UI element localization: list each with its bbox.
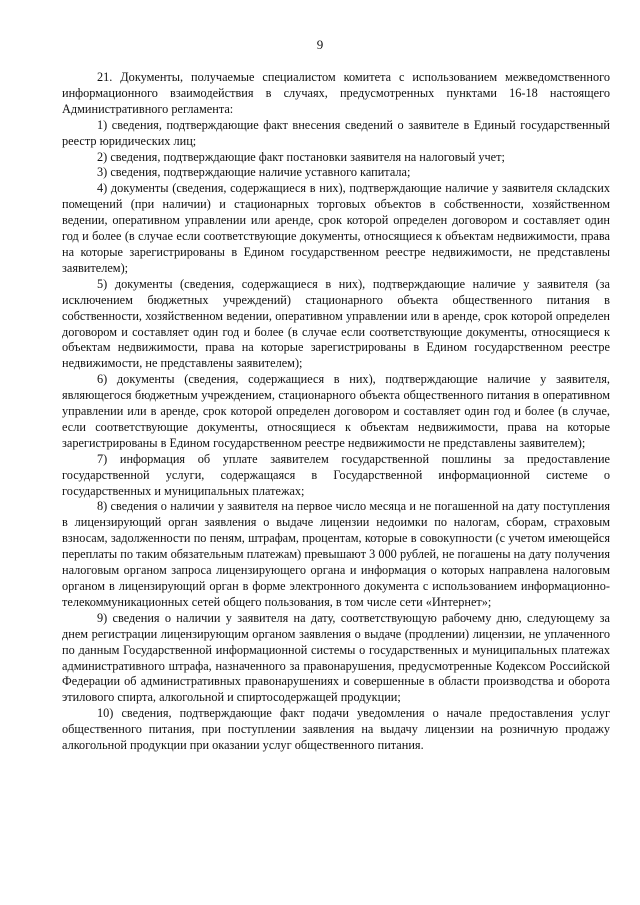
list-item-4: 4) документы (сведения, содержащиеся в них), подтверждающие наличие у заявителя складских помещений (при наличии) и стационарных торговых объектов в собственности, хозяйственном ведении, оперативном управлении или аренде, срок которой определен договором и составляет один год и более (в случае если соответствующие документы, относящиеся к объектам недвижимости, права на которые зарегистрированы в Едином государственном реестре недвижимости, не представлены заявителем); <box>62 181 610 275</box>
list-item-5: 5) документы (сведения, содержащиеся в них), подтверждающие наличие у заявителя (за исключением бюджетных учреждений) стационарного объекта общественного питания в собственности, хозяйственном ведении, оперативном управлении или в аренде, срок которой определен договором и составляет один год и более (в случае если соответствующие документы, относящиеся к объектам недвижимости, права на которые зарегистрированы в Едином государственном реестре недвижимости, не представлены заявителем); <box>62 276 610 371</box>
list-item-9: 9) сведения о наличии у заявителя на дату, соответствующую рабочему дню, следующему за днем регистрации лицензирующим органом заявления о выдаче (продлении) лицензии, не уплаченного по данным Государственной информационной системы о государственных и муниципальных платежах административного штрафа, назначенного за правонарушения, предусмотренные Кодексом Российской Федерации об административных правонарушениях и совершенные в области производства и оборота этилового спирта, алкогольной и спиртосодержащей продукции; <box>62 610 610 705</box>
document-body <box>62 70 610 754</box>
list-item-6: 6) документы (сведения, содержащиеся в них), подтверждающие наличие у заявителя, являющегося бюджетным учреждением, стационарного объекта общественного питания в оперативном управлении или в аренде, срок которой определен договором и составляет один год и более (в случае, если соответствующие документы, относящиеся к объектам недвижимости, права на которые зарегистрированы в Едином государственном реестре недвижимости не представлены заявителем); <box>62 372 610 450</box>
list-item-1: 1) сведения, подтверждающие факт внесения сведений о заявителе в Единый государственный реестр юридических лиц; <box>62 117 610 148</box>
list-item-3: 3) сведения, подтверждающие наличие уставного капитала; <box>97 165 411 180</box>
page-number: 9 <box>316 37 324 52</box>
list-item-8: 8) сведения о наличии у заявителя на первое число месяца и не погашенной на дату поступления в лицензирующий орган заявления о выдаче лицензии недоимки по налогам, сборам, страховым взносам, задолженности по пеням, штрафам, процентам, которые в совокупности (с учетом имеющейся переплаты по таким обязательным платежам) превышают 3 000 рублей, не погашены на дату получения налоговым органом запроса лицензирующего органа и информация о которых направлена налоговым органом в лицензирующий орган в форме электронного документа с использованием информационно-телекоммуникационных сетей общего пользования, в том числе сети «Интернет»; <box>62 499 610 609</box>
list-item-10: 10) сведения, подтверждающие факт подачи уведомления о начале предоставления услуг общественного питания, при поступлении заявления на выдачу лицензии на розничную продажу алкогольной продукции при оказании услуг общественного питания. <box>62 706 610 753</box>
list-item-2: 2) сведения, подтверждающие факт постановки заявителя на налоговый учет; <box>97 149 505 164</box>
list-item-7: 7) информация об уплате заявителем государственной пошлины за предоставление государственной услуги, содержащаяся в Государственной информационной системе о государственных и муниципальных платежах; <box>62 451 610 498</box>
paragraph-intro: 21. Документы, получаемые специалистом комитета с использованием межведомственного информационного взаимодействия в случаях, предусмотренных пунктами 16-18 настоящего Административного регламента: <box>62 70 610 116</box>
